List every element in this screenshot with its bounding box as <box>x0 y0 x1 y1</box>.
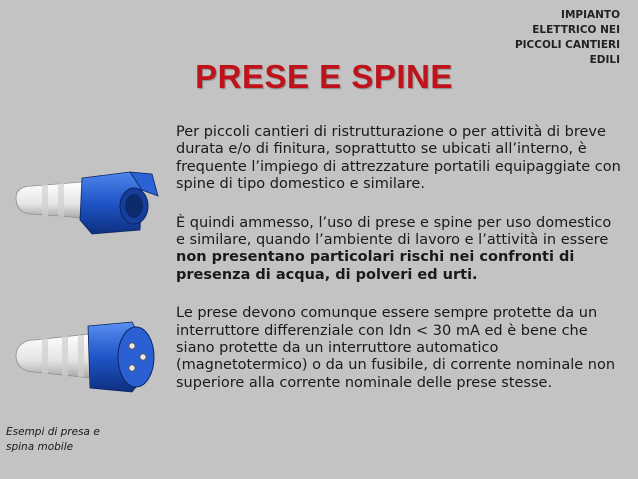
socket-image <box>12 160 162 240</box>
image-caption: Esempi di presa e spina mobile <box>6 426 100 453</box>
page-title: PRESE E SPINE <box>195 58 453 95</box>
paragraph-1: Per piccoli cantieri di ristrutturazione o per attività di breve durata e/o di finitura, soprattutto se ubicati all’interno, è frequente l’impiego di attrezzature portatili equipaggiate con spine di tipo domestico e similare. <box>176 124 621 193</box>
paragraph-3: Le prese devono comunque essere sempre protette da un interruttore differenziale con Idn < 30 mA ed è bene che siano protette da un interruttore automatico (magnetotermico) o da un fusibile, di corrente nominale non superiore alla corrente nominale delle prese stesse. <box>176 305 616 391</box>
plug-image <box>12 312 162 396</box>
paragraph-2 <box>176 215 624 285</box>
corner-title: IMPIANTO ELETTRICO NEI PICCOLI CANTIERI EDILI <box>514 9 620 66</box>
paragraph-2-text: È quindi ammesso, l’uso di prese e spine per uso domestico e similare, quando l’ambiente di lavoro e l’attività in essere <box>176 214 612 249</box>
paragraph-2-bold: non presentano particolari rischi nei confronti di presenza di acqua, di polveri ed urti. <box>176 249 575 283</box>
body-text <box>176 124 624 413</box>
